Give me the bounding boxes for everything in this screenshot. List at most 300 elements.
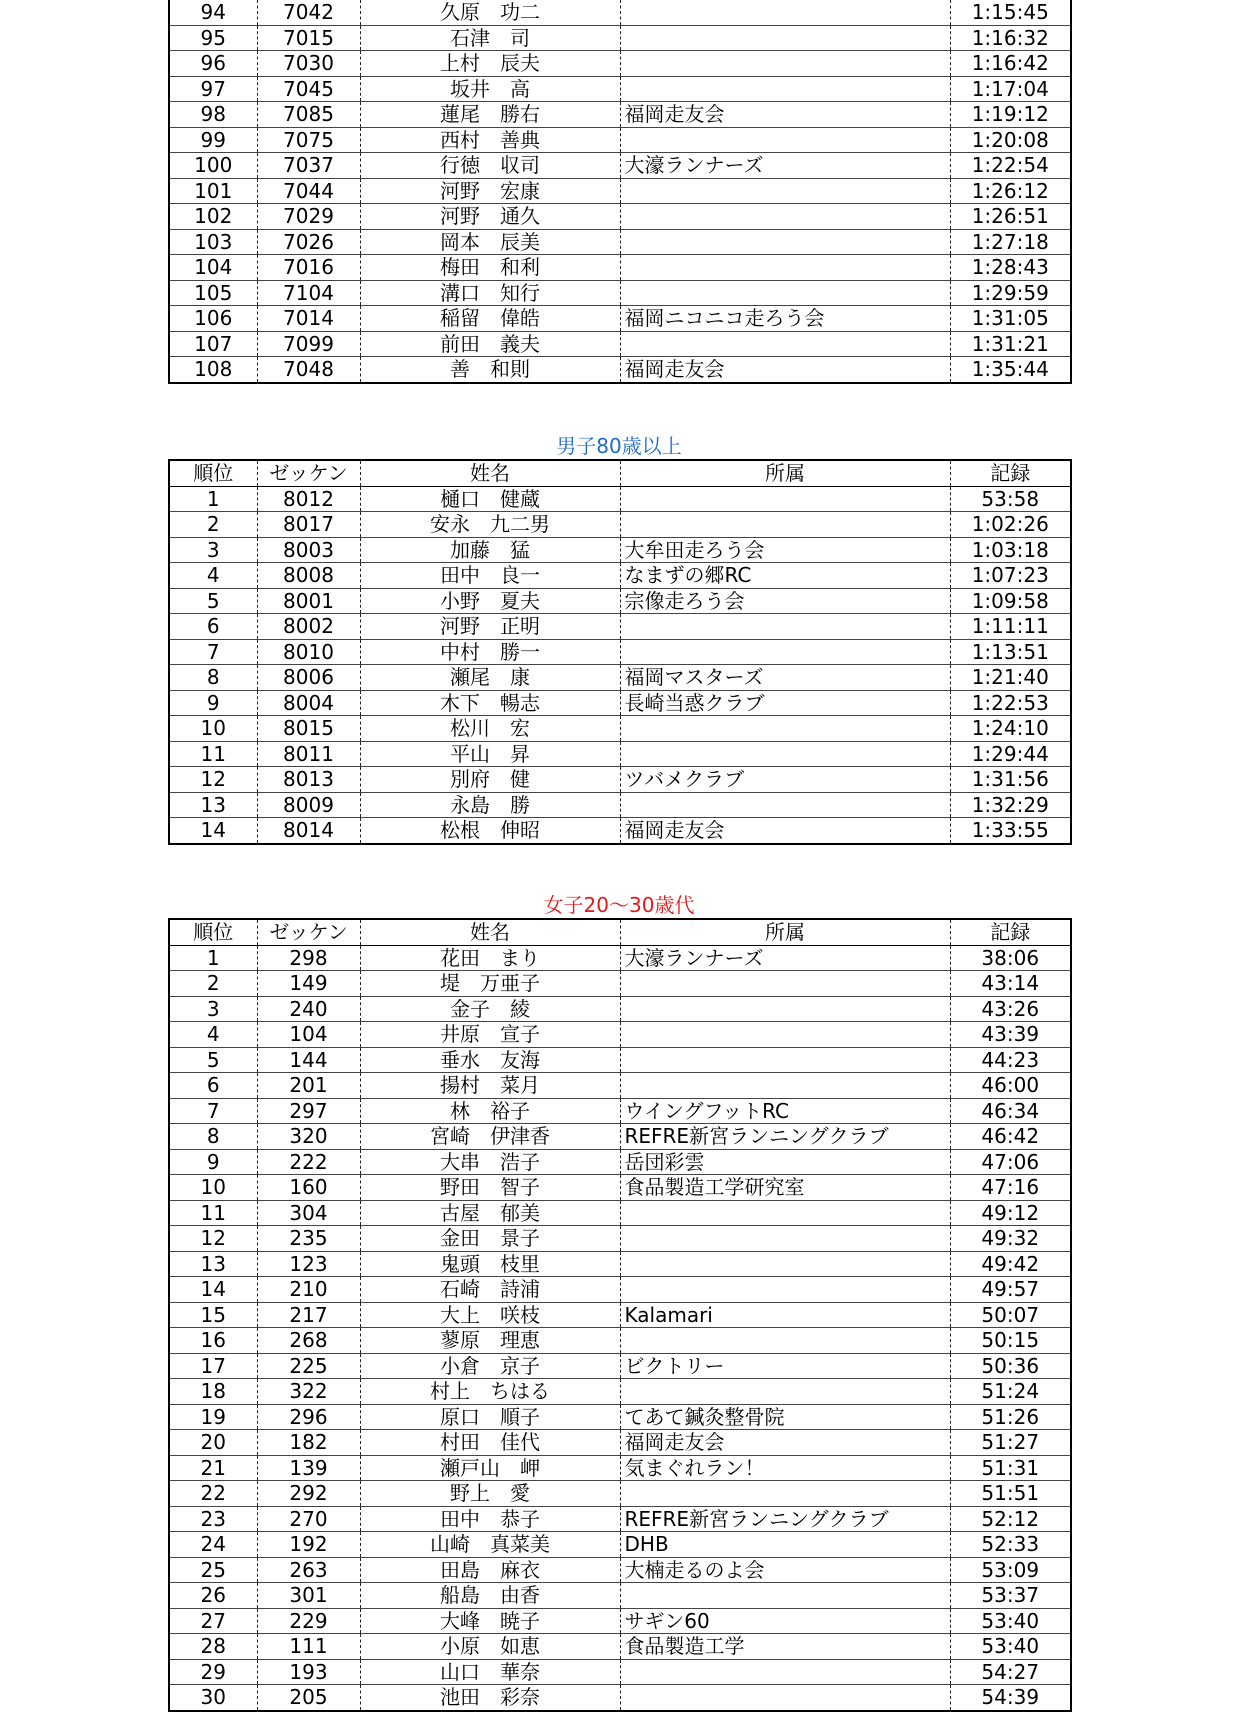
club-cell	[620, 1685, 950, 1711]
section-title-men80: 男子80歳以上	[556, 434, 682, 458]
name-cell: 井原 宣子	[360, 1022, 620, 1048]
rank-cell: 14	[169, 818, 257, 844]
rank-cell: 5	[169, 1047, 257, 1073]
table-row	[169, 255, 1071, 281]
women20-results-body	[169, 945, 1071, 1711]
bib-cell: 217	[257, 1302, 360, 1328]
bib-cell: 201	[257, 1073, 360, 1099]
name-cell: 大上 咲枝	[360, 1302, 620, 1328]
time-cell: 47:16	[950, 1175, 1071, 1201]
table-row	[169, 1430, 1071, 1456]
name-cell: 平山 昇	[360, 741, 620, 767]
header-rank: 順位	[169, 919, 257, 945]
rank-cell: 103	[169, 229, 257, 255]
header-time: 記録	[950, 460, 1071, 486]
club-cell: 大楠走るのよ会	[620, 1557, 950, 1583]
bib-cell: 304	[257, 1200, 360, 1226]
time-cell: 53:09	[950, 1557, 1071, 1583]
rank-cell: 8	[169, 1124, 257, 1150]
time-cell: 50:36	[950, 1353, 1071, 1379]
name-cell: 金子 綾	[360, 996, 620, 1022]
club-cell: ビクトリー	[620, 1353, 950, 1379]
rank-cell: 104	[169, 255, 257, 281]
club-cell	[620, 1226, 950, 1252]
time-cell: 53:40	[950, 1634, 1071, 1660]
table-row	[169, 1098, 1071, 1124]
bib-cell: 8013	[257, 767, 360, 793]
table-row	[169, 1659, 1071, 1685]
time-cell: 51:31	[950, 1455, 1071, 1481]
bib-cell: 8002	[257, 614, 360, 640]
name-cell: 村田 佳代	[360, 1430, 620, 1456]
bib-cell: 149	[257, 971, 360, 997]
bib-cell: 210	[257, 1277, 360, 1303]
time-cell: 1:32:29	[950, 792, 1071, 818]
bib-cell: 7026	[257, 229, 360, 255]
rank-cell: 29	[169, 1659, 257, 1685]
time-cell: 49:57	[950, 1277, 1071, 1303]
table-row	[169, 1532, 1071, 1558]
bib-cell: 7016	[257, 255, 360, 281]
table-row	[169, 280, 1071, 306]
rank-cell: 8	[169, 665, 257, 691]
rank-cell: 11	[169, 741, 257, 767]
time-cell: 1:11:11	[950, 614, 1071, 640]
time-cell: 1:19:12	[950, 102, 1071, 128]
time-cell: 1:16:32	[950, 25, 1071, 51]
name-cell: 石崎 詩浦	[360, 1277, 620, 1303]
time-cell: 1:03:18	[950, 537, 1071, 563]
rank-cell: 96	[169, 51, 257, 77]
name-cell: 大串 浩子	[360, 1149, 620, 1175]
rank-cell: 9	[169, 1149, 257, 1175]
rank-cell: 3	[169, 996, 257, 1022]
table-row	[169, 1608, 1071, 1634]
name-cell: 蓮尾 勝右	[360, 102, 620, 128]
header-row	[169, 919, 1071, 945]
name-cell: 松川 宏	[360, 716, 620, 742]
header-time: 記録	[950, 919, 1071, 945]
club-cell: 大濠ランナーズ	[620, 153, 950, 179]
time-cell: 1:22:54	[950, 153, 1071, 179]
club-cell: てあて鍼灸整骨院	[620, 1404, 950, 1430]
club-cell: 大牟田走ろう会	[620, 537, 950, 563]
rank-cell: 12	[169, 767, 257, 793]
name-cell: 古屋 郁美	[360, 1200, 620, 1226]
club-cell: DHB	[620, 1532, 950, 1558]
table-row	[169, 486, 1071, 512]
club-cell: 食品製造工学	[620, 1634, 950, 1660]
bib-cell: 7075	[257, 127, 360, 153]
rank-cell: 101	[169, 178, 257, 204]
table-row	[169, 25, 1071, 51]
rank-cell: 107	[169, 331, 257, 357]
time-cell: 43:26	[950, 996, 1071, 1022]
name-cell: 山崎 真菜美	[360, 1532, 620, 1558]
bib-cell: 8003	[257, 537, 360, 563]
name-cell: 溝口 知行	[360, 280, 620, 306]
name-cell: 河野 正明	[360, 614, 620, 640]
table-row	[169, 127, 1071, 153]
time-cell: 54:39	[950, 1685, 1071, 1711]
bib-cell: 268	[257, 1328, 360, 1354]
rank-cell: 10	[169, 1175, 257, 1201]
table-row	[169, 0, 1071, 25]
name-cell: 河野 宏康	[360, 178, 620, 204]
club-cell	[620, 486, 950, 512]
rank-cell: 94	[169, 0, 257, 25]
table-row	[169, 1328, 1071, 1354]
table-row	[169, 331, 1071, 357]
name-cell: 野田 智子	[360, 1175, 620, 1201]
club-cell	[620, 1328, 950, 1354]
bib-cell: 7042	[257, 0, 360, 25]
table-row	[169, 1455, 1071, 1481]
rank-cell: 4	[169, 1022, 257, 1048]
time-cell: 46:00	[950, 1073, 1071, 1099]
table-row	[169, 1634, 1071, 1660]
table-row	[169, 1073, 1071, 1099]
header-row	[169, 460, 1071, 486]
table-row	[169, 1277, 1071, 1303]
time-cell: 1:15:45	[950, 0, 1071, 25]
section-title-women20: 女子20～30歳代	[543, 893, 695, 917]
top-results-table	[168, 0, 1072, 384]
name-cell: 小野 夏夫	[360, 588, 620, 614]
table-row	[169, 614, 1071, 640]
table-row	[169, 512, 1071, 538]
time-cell: 53:40	[950, 1608, 1071, 1634]
club-cell	[620, 204, 950, 230]
time-cell: 1:21:40	[950, 665, 1071, 691]
club-cell	[620, 178, 950, 204]
rank-cell: 6	[169, 614, 257, 640]
rank-cell: 14	[169, 1277, 257, 1303]
club-cell	[620, 76, 950, 102]
club-cell	[620, 331, 950, 357]
bib-cell: 292	[257, 1481, 360, 1507]
time-cell: 1:31:05	[950, 306, 1071, 332]
bib-cell: 301	[257, 1583, 360, 1609]
time-cell: 1:29:59	[950, 280, 1071, 306]
time-cell: 1:35:44	[950, 357, 1071, 383]
club-cell	[620, 51, 950, 77]
table-row	[169, 1047, 1071, 1073]
club-cell	[620, 25, 950, 51]
rank-cell: 100	[169, 153, 257, 179]
club-cell	[620, 1379, 950, 1405]
time-cell: 53:37	[950, 1583, 1071, 1609]
bib-cell: 7045	[257, 76, 360, 102]
bib-cell: 320	[257, 1124, 360, 1150]
men80-results-table	[168, 459, 1072, 845]
rank-cell: 26	[169, 1583, 257, 1609]
club-cell	[620, 1022, 950, 1048]
table-row	[169, 1583, 1071, 1609]
bib-cell: 139	[257, 1455, 360, 1481]
bib-cell: 144	[257, 1047, 360, 1073]
rank-cell: 1	[169, 945, 257, 971]
rank-cell: 18	[169, 1379, 257, 1405]
table-row	[169, 1481, 1071, 1507]
club-cell	[620, 1583, 950, 1609]
time-cell: 1:28:43	[950, 255, 1071, 281]
rank-cell: 5	[169, 588, 257, 614]
bib-cell: 7015	[257, 25, 360, 51]
time-cell: 1:17:04	[950, 76, 1071, 102]
name-cell: 加藤 猛	[360, 537, 620, 563]
rank-cell: 7	[169, 639, 257, 665]
table-row	[169, 665, 1071, 691]
table-row	[169, 690, 1071, 716]
name-cell: 松根 伸昭	[360, 818, 620, 844]
name-cell: 中村 勝一	[360, 639, 620, 665]
table-row	[169, 102, 1071, 128]
table-row	[169, 51, 1071, 77]
bib-cell: 111	[257, 1634, 360, 1660]
table-row	[169, 1175, 1071, 1201]
time-cell: 1:26:51	[950, 204, 1071, 230]
name-cell: 永島 勝	[360, 792, 620, 818]
table-row	[169, 76, 1071, 102]
name-cell: 金田 景子	[360, 1226, 620, 1252]
rank-cell: 25	[169, 1557, 257, 1583]
time-cell: 50:15	[950, 1328, 1071, 1354]
name-cell: 山口 華奈	[360, 1659, 620, 1685]
name-cell: 西村 善典	[360, 127, 620, 153]
name-cell: 田中 恭子	[360, 1506, 620, 1532]
time-cell: 1:22:53	[950, 690, 1071, 716]
time-cell: 1:02:26	[950, 512, 1071, 538]
bib-cell: 297	[257, 1098, 360, 1124]
time-cell: 1:31:21	[950, 331, 1071, 357]
bib-cell: 193	[257, 1659, 360, 1685]
name-cell: 樋口 健蔵	[360, 486, 620, 512]
time-cell: 53:58	[950, 486, 1071, 512]
men80-results-body	[169, 486, 1071, 844]
name-cell: 上村 辰夫	[360, 51, 620, 77]
club-cell	[620, 971, 950, 997]
time-cell: 1:29:44	[950, 741, 1071, 767]
table-row	[169, 1251, 1071, 1277]
name-cell: 石津 司	[360, 25, 620, 51]
table-row	[169, 563, 1071, 589]
club-cell	[620, 280, 950, 306]
rank-cell: 12	[169, 1226, 257, 1252]
bib-cell: 8010	[257, 639, 360, 665]
bib-cell: 160	[257, 1175, 360, 1201]
name-cell: 稲留 偉皓	[360, 306, 620, 332]
bib-cell: 8006	[257, 665, 360, 691]
rank-cell: 98	[169, 102, 257, 128]
table-row	[169, 818, 1071, 844]
rank-cell: 102	[169, 204, 257, 230]
rank-cell: 13	[169, 1251, 257, 1277]
time-cell: 49:32	[950, 1226, 1071, 1252]
name-cell: 堤 万亜子	[360, 971, 620, 997]
time-cell: 1:20:08	[950, 127, 1071, 153]
time-cell: 47:06	[950, 1149, 1071, 1175]
club-cell: 宗像走ろう会	[620, 588, 950, 614]
table-row	[169, 1200, 1071, 1226]
rank-cell: 95	[169, 25, 257, 51]
name-cell: 岡本 辰美	[360, 229, 620, 255]
club-cell: 福岡マスターズ	[620, 665, 950, 691]
bib-cell: 296	[257, 1404, 360, 1430]
club-cell: ツバメクラブ	[620, 767, 950, 793]
name-cell: 小原 如恵	[360, 1634, 620, 1660]
time-cell: 51:24	[950, 1379, 1071, 1405]
bib-cell: 8017	[257, 512, 360, 538]
bib-cell: 182	[257, 1430, 360, 1456]
club-cell: 大濠ランナーズ	[620, 945, 950, 971]
table-row	[169, 945, 1071, 971]
header-rank: 順位	[169, 460, 257, 486]
rank-cell: 108	[169, 357, 257, 383]
name-cell: 久原 功二	[360, 0, 620, 25]
bib-cell: 7037	[257, 153, 360, 179]
bib-cell: 235	[257, 1226, 360, 1252]
name-cell: 安永 九二男	[360, 512, 620, 538]
club-cell	[620, 741, 950, 767]
table-row	[169, 1302, 1071, 1328]
header-name: 姓名	[360, 919, 620, 945]
table-row	[169, 639, 1071, 665]
rank-cell: 6	[169, 1073, 257, 1099]
table-row	[169, 741, 1071, 767]
time-cell: 51:27	[950, 1430, 1071, 1456]
club-cell: 福岡走友会	[620, 102, 950, 128]
top-results-body	[169, 0, 1071, 383]
rank-cell: 97	[169, 76, 257, 102]
table-row	[169, 178, 1071, 204]
rank-cell: 27	[169, 1608, 257, 1634]
name-cell: 垂水 友海	[360, 1047, 620, 1073]
women20-results-table	[168, 918, 1072, 1712]
time-cell: 1:16:42	[950, 51, 1071, 77]
time-cell: 46:42	[950, 1124, 1071, 1150]
club-cell	[620, 792, 950, 818]
bib-cell: 225	[257, 1353, 360, 1379]
time-cell: 46:34	[950, 1098, 1071, 1124]
table-row	[169, 306, 1071, 332]
rank-cell: 2	[169, 971, 257, 997]
rank-cell: 1	[169, 486, 257, 512]
name-cell: 宮崎 伊津香	[360, 1124, 620, 1150]
name-cell: 池田 彩奈	[360, 1685, 620, 1711]
header-club: 所属	[620, 460, 950, 486]
time-cell: 49:42	[950, 1251, 1071, 1277]
time-cell: 52:12	[950, 1506, 1071, 1532]
bib-cell: 270	[257, 1506, 360, 1532]
time-cell: 44:23	[950, 1047, 1071, 1073]
name-cell: 大峰 暁子	[360, 1608, 620, 1634]
table-row	[169, 1506, 1071, 1532]
table-row	[169, 204, 1071, 230]
bib-cell: 7029	[257, 204, 360, 230]
club-cell	[620, 1073, 950, 1099]
table-row	[169, 1022, 1071, 1048]
bib-cell: 7014	[257, 306, 360, 332]
table-row	[169, 716, 1071, 742]
table-row	[169, 1226, 1071, 1252]
bib-cell: 8014	[257, 818, 360, 844]
table-row	[169, 229, 1071, 255]
club-cell: 福岡走友会	[620, 818, 950, 844]
time-cell: 49:12	[950, 1200, 1071, 1226]
club-cell	[620, 1047, 950, 1073]
bib-cell: 104	[257, 1022, 360, 1048]
name-cell: 梅田 和利	[360, 255, 620, 281]
name-cell: 坂井 高	[360, 76, 620, 102]
rank-cell: 3	[169, 537, 257, 563]
time-cell: 43:14	[950, 971, 1071, 997]
bib-cell: 263	[257, 1557, 360, 1583]
club-cell	[620, 1659, 950, 1685]
time-cell: 1:13:51	[950, 639, 1071, 665]
table-row	[169, 1404, 1071, 1430]
time-cell: 52:33	[950, 1532, 1071, 1558]
table-row	[169, 357, 1071, 383]
club-cell: REFRE新宮ランニングクラブ	[620, 1506, 950, 1532]
rank-cell: 30	[169, 1685, 257, 1711]
club-cell	[620, 716, 950, 742]
table-row	[169, 153, 1071, 179]
rank-cell: 22	[169, 1481, 257, 1507]
bib-cell: 298	[257, 945, 360, 971]
table-row	[169, 792, 1071, 818]
club-cell: 福岡ニコニコ走ろう会	[620, 306, 950, 332]
bib-cell: 7030	[257, 51, 360, 77]
table-row	[169, 1149, 1071, 1175]
rank-cell: 15	[169, 1302, 257, 1328]
time-cell: 1:33:55	[950, 818, 1071, 844]
header-bib: ゼッケン	[257, 460, 360, 486]
rank-cell: 24	[169, 1532, 257, 1558]
rank-cell: 99	[169, 127, 257, 153]
rank-cell: 7	[169, 1098, 257, 1124]
rank-cell: 4	[169, 563, 257, 589]
bib-cell: 8001	[257, 588, 360, 614]
club-cell: 食品製造工学研究室	[620, 1175, 950, 1201]
name-cell: 原口 順子	[360, 1404, 620, 1430]
name-cell: 行徳 収司	[360, 153, 620, 179]
club-cell	[620, 614, 950, 640]
rank-cell: 28	[169, 1634, 257, 1660]
name-cell: 花田 まり	[360, 945, 620, 971]
club-cell: ウイングフットRC	[620, 1098, 950, 1124]
club-cell	[620, 255, 950, 281]
name-cell: 瀬尾 康	[360, 665, 620, 691]
time-cell: 50:07	[950, 1302, 1071, 1328]
table-row	[169, 1379, 1071, 1405]
time-cell: 51:51	[950, 1481, 1071, 1507]
name-cell: 船島 由香	[360, 1583, 620, 1609]
rank-cell: 23	[169, 1506, 257, 1532]
time-cell: 54:27	[950, 1659, 1071, 1685]
name-cell: 野上 愛	[360, 1481, 620, 1507]
club-cell: 気まぐれラン！	[620, 1455, 950, 1481]
time-cell: 1:24:10	[950, 716, 1071, 742]
bib-cell: 7048	[257, 357, 360, 383]
club-cell: Kalamari	[620, 1302, 950, 1328]
club-cell	[620, 639, 950, 665]
name-cell: 田島 麻衣	[360, 1557, 620, 1583]
name-cell: 河野 通久	[360, 204, 620, 230]
bib-cell: 7104	[257, 280, 360, 306]
club-cell	[620, 1277, 950, 1303]
name-cell: 揚村 菜月	[360, 1073, 620, 1099]
